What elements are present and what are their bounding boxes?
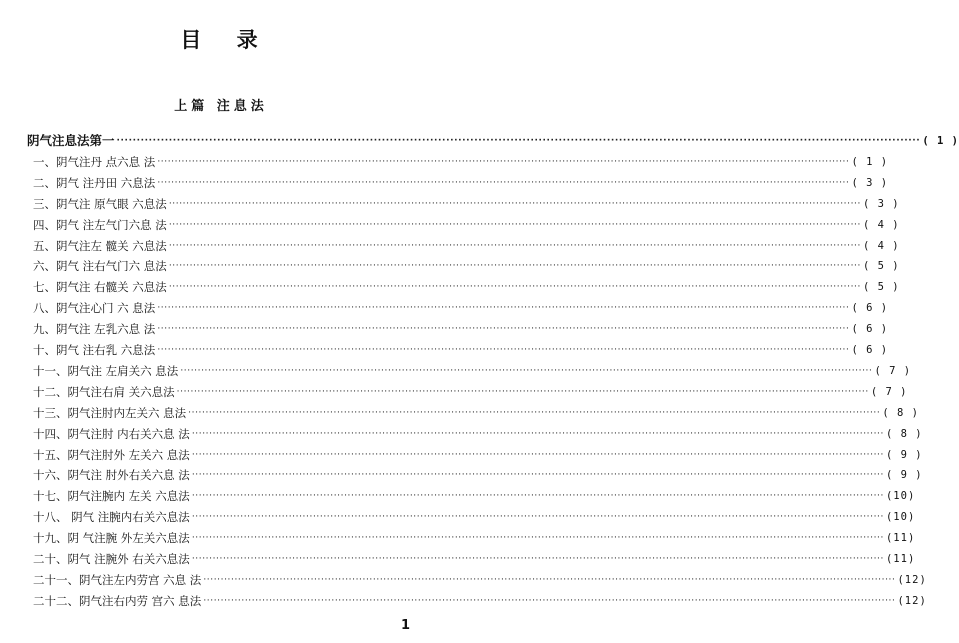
toc-entry-page: ( 9 ) (885, 449, 923, 461)
dot-leader: ········································································································································································································ (168, 220, 861, 230)
toc-entry-row (33, 425, 923, 443)
dot-leader: ········································································································································································································ (168, 199, 861, 209)
toc-entry-page: ( 7 ) (874, 365, 912, 377)
toc-entry-page: (12) (897, 595, 927, 607)
toc-entry-label: 十三、阴气注肘内左关六 息法 (33, 406, 187, 420)
toc-entry-row (33, 341, 889, 359)
toc-entry-row (33, 529, 916, 547)
toc-entry-page: ( 5 ) (862, 260, 900, 272)
toc-entry-page: (11) (885, 553, 916, 565)
toc-entry-label: 二十、阴气 注腕外 右关六息法 (33, 552, 190, 566)
toc-entry-row (33, 320, 889, 338)
dot-leader: ········································································································································································································ (203, 596, 896, 606)
toc-entry-label: 六、阴气 注右气门六 息法 (33, 259, 167, 273)
toc-entry-row (33, 153, 889, 171)
toc-entry-page: ( 4 ) (862, 219, 900, 231)
toc-entry-label: 十四、阴气注肘 内右关六息 法 (33, 427, 190, 441)
toc-chapter-row (27, 132, 959, 150)
toc-entry-label: 三、阴气注 原气眼 六息法 (33, 197, 167, 211)
toc-entry-row (33, 174, 889, 192)
page-number: 1 (400, 618, 410, 633)
toc-entry-row (33, 216, 900, 234)
toc-entry-label: 十五、阴气注肘外 左关六 息法 (33, 448, 190, 462)
toc-entry-row (33, 487, 916, 505)
toc-entry-page: (10) (885, 490, 916, 502)
toc-entry-page: ( 9 ) (885, 469, 923, 481)
toc-entry-label: 四、阴气 注左气门六息 法 (33, 218, 167, 232)
toc-entry-label: 十九、阴 气注腕 外左关六息法 (33, 531, 190, 545)
dot-leader: ········································································································································································································ (191, 470, 884, 480)
dot-leader: ········································································································································································································ (157, 303, 850, 313)
toc-entry-row (33, 508, 916, 526)
toc-entry-page: (10) (885, 511, 916, 523)
dot-leader: ········································································································································································································ (180, 366, 873, 376)
toc-entry-row (33, 404, 919, 422)
toc-entry-row (33, 550, 916, 568)
toc-entry-row (33, 592, 927, 610)
dot-leader: ········································································································································································································ (191, 429, 884, 439)
toc-entry-label: 九、阴气注 左乳六息 法 (33, 322, 156, 336)
dot-leader: ········································································································································································································ (168, 241, 861, 251)
dot-leader: ········································································································································································································ (191, 491, 884, 501)
toc-entry-label: 十一、阴气注 左肩关六 息法 (33, 364, 179, 378)
toc-entry-label: 十二、阴气注右肩 关六息法 (33, 385, 175, 399)
toc-entry-row (33, 362, 912, 380)
toc-entry-page: ( 4 ) (862, 240, 900, 252)
toc-entry-label: 十八、 阴气 注腕内右关六息法 (33, 510, 190, 524)
toc-entry-row (33, 299, 889, 317)
dot-leader: ········································································································································································································ (191, 450, 884, 460)
dot-leader: ········································································································································································································ (203, 575, 896, 585)
dot-leader: ········································································································································································································ (168, 282, 861, 292)
toc-entry-row (33, 383, 908, 401)
dot-leader: ········································································································································································································ (191, 533, 884, 543)
toc-entry-label: 七、阴气注 右髋关 六息法 (33, 280, 167, 294)
toc-entry-page: ( 1 ) (851, 156, 889, 168)
toc-entry-page: (12) (897, 574, 927, 586)
dot-leader: ········································································································································································································ (168, 261, 861, 271)
dot-leader: ········································································································································································································ (157, 178, 850, 188)
toc-entry-label: 十、阴气 注右乳 六息法 (33, 343, 156, 357)
toc-entry-row (33, 257, 900, 275)
toc-entry-row (33, 237, 900, 255)
toc-entry-row (33, 571, 927, 589)
toc-entry-label: 八、阴气注心门 六 息法 (33, 301, 156, 315)
dot-leader: ········································································································································································································ (157, 324, 850, 334)
toc-entry-page: ( 7 ) (870, 386, 908, 398)
toc-entry-row (33, 446, 923, 464)
toc-entry-page: ( 6 ) (851, 344, 889, 356)
toc-entry-page: ( 6 ) (851, 302, 889, 314)
dot-leader: ········································································································································································································ (188, 408, 881, 418)
toc-entry-label: 十七、阴气注腕内 左关 六息法 (33, 489, 190, 503)
toc-entry-page: ( 3 ) (851, 177, 889, 189)
dot-leader: ········································································································································································································ (176, 387, 869, 397)
toc-entry-page: ( 8 ) (885, 428, 923, 440)
toc-entry-label: 二十一、阴气注左内劳宫 六息 法 (33, 573, 202, 587)
toc-entry-label: 阴气注息法第一 (27, 133, 115, 148)
toc-entry-row (33, 278, 900, 296)
page-title: 目 录 (180, 28, 272, 52)
toc-entry-label: 二十二、阴气注右内劳 宫六 息法 (33, 594, 202, 608)
toc-entry-page: ( 6 ) (851, 323, 889, 335)
toc-entry-label: 二、阴气 注丹田 六息法 (33, 176, 156, 190)
dot-leader: ········································································································································································································ (116, 136, 921, 146)
toc-entry-label: 十六、阴气注 肘外右关六息 法 (33, 468, 190, 482)
toc-entry-row (33, 195, 900, 213)
dot-leader: ········································································································································································································ (191, 554, 884, 564)
dot-leader: ········································································································································································································ (157, 345, 850, 355)
toc-entry-page: ( 8 ) (882, 407, 919, 419)
toc-entry-page: (11) (885, 532, 916, 544)
toc-entry-label: 五、阴气注左 髋关 六息法 (33, 239, 167, 253)
toc-entry-row (33, 466, 923, 484)
toc-entry-page: ( 3 ) (862, 198, 900, 210)
dot-leader: ········································································································································································································ (191, 512, 884, 522)
dot-leader: ········································································································································································································ (157, 157, 850, 167)
toc-entry-label: 一、阴气注丹 点六息 法 (33, 155, 156, 169)
toc-entry-page: ( 1 ) (922, 135, 959, 147)
section-title: 上篇 注息法 (174, 99, 268, 114)
toc-entry-page: ( 5 ) (862, 281, 900, 293)
